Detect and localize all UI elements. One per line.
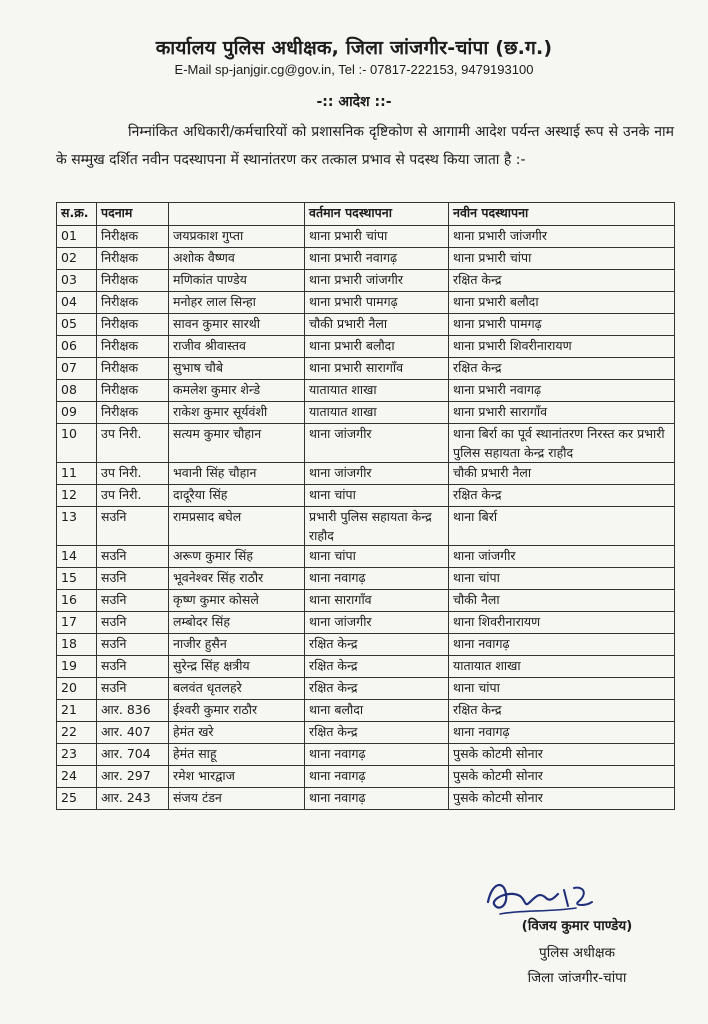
cell-current-posting: यातायात शाखा bbox=[305, 402, 449, 424]
cell-serial: 11 bbox=[57, 463, 97, 485]
cell-designation: सउनि bbox=[97, 568, 169, 590]
header-current-posting: वर्तमान पदस्थापना bbox=[305, 203, 449, 226]
cell-name: सुरेन्द्र सिंह क्षत्रीय bbox=[169, 656, 305, 678]
table-row bbox=[57, 568, 675, 590]
table-row bbox=[57, 766, 675, 788]
cell-serial: 08 bbox=[57, 380, 97, 402]
cell-new-posting: रक्षित केन्द्र bbox=[449, 270, 675, 292]
cell-current-posting: थाना जांजगीर bbox=[305, 424, 449, 463]
table-row bbox=[57, 463, 675, 485]
cell-designation: उप निरी. bbox=[97, 485, 169, 507]
cell-new-posting: थाना बिर्रा bbox=[449, 507, 675, 546]
cell-designation: निरीक्षक bbox=[97, 380, 169, 402]
cell-current-posting: थाना बलौदा bbox=[305, 700, 449, 722]
table-row bbox=[57, 634, 675, 656]
table-row bbox=[57, 292, 675, 314]
table-row bbox=[57, 546, 675, 568]
cell-serial: 03 bbox=[57, 270, 97, 292]
cell-designation: निरीक्षक bbox=[97, 358, 169, 380]
cell-current-posting: थाना प्रभारी बलौदा bbox=[305, 336, 449, 358]
cell-name: दादूरैया सिंह bbox=[169, 485, 305, 507]
transfer-table bbox=[56, 202, 675, 810]
table-row bbox=[57, 507, 675, 546]
cell-current-posting: थाना चांपा bbox=[305, 485, 449, 507]
cell-designation: सउनि bbox=[97, 507, 169, 546]
cell-current-posting: थाना प्रभारी नवागढ़ bbox=[305, 248, 449, 270]
cell-designation: आर. 243 bbox=[97, 788, 169, 810]
cell-current-posting: रक्षित केन्द्र bbox=[305, 656, 449, 678]
table-row bbox=[57, 678, 675, 700]
cell-new-posting: थाना नवागढ़ bbox=[449, 722, 675, 744]
cell-new-posting: थाना शिवरीनारायण bbox=[449, 612, 675, 634]
cell-name: जयप्रकाश गुप्ता bbox=[169, 226, 305, 248]
cell-name: लम्बोदर सिंह bbox=[169, 612, 305, 634]
cell-new-posting: थाना प्रभारी सारागाँव bbox=[449, 402, 675, 424]
table-row bbox=[57, 590, 675, 612]
cell-designation: निरीक्षक bbox=[97, 402, 169, 424]
cell-current-posting: रक्षित केन्द्र bbox=[305, 722, 449, 744]
cell-serial: 19 bbox=[57, 656, 97, 678]
cell-serial: 09 bbox=[57, 402, 97, 424]
cell-serial: 02 bbox=[57, 248, 97, 270]
cell-current-posting: थाना प्रभारी चांपा bbox=[305, 226, 449, 248]
cell-serial: 04 bbox=[57, 292, 97, 314]
cell-name: संजय टंडन bbox=[169, 788, 305, 810]
cell-designation: निरीक्षक bbox=[97, 270, 169, 292]
cell-current-posting: रक्षित केन्द्र bbox=[305, 678, 449, 700]
cell-serial: 25 bbox=[57, 788, 97, 810]
table-row bbox=[57, 612, 675, 634]
cell-serial: 07 bbox=[57, 358, 97, 380]
cell-name: मणिकांत पाण्डेय bbox=[169, 270, 305, 292]
cell-current-posting: थाना नवागढ़ bbox=[305, 788, 449, 810]
cell-designation: निरीक्षक bbox=[97, 292, 169, 314]
cell-designation: निरीक्षक bbox=[97, 314, 169, 336]
cell-new-posting: थाना प्रभारी बलौदा bbox=[449, 292, 675, 314]
cell-current-posting: थाना प्रभारी जांजगीर bbox=[305, 270, 449, 292]
contact-line: E-Mail sp-janjgir.cg@gov.in, Tel :- 07817-222153, 9479193100 bbox=[174, 62, 534, 77]
table-row bbox=[57, 248, 675, 270]
table-row bbox=[57, 314, 675, 336]
table-body bbox=[57, 226, 675, 810]
cell-new-posting: चौकी प्रभारी नैला bbox=[449, 463, 675, 485]
cell-name: अरूण कुमार सिंह bbox=[169, 546, 305, 568]
cell-new-posting: थाना बिर्रा का पूर्व स्थानांतरण निरस्त कर प्रभारी पुलिस सहायता केन्द्र राहौद bbox=[449, 424, 675, 463]
header-serial: स.क्र. bbox=[57, 203, 97, 226]
cell-current-posting: थाना चांपा bbox=[305, 546, 449, 568]
cell-serial: 06 bbox=[57, 336, 97, 358]
cell-serial: 21 bbox=[57, 700, 97, 722]
cell-name: बलवंत धृतलहरे bbox=[169, 678, 305, 700]
cell-current-posting: थाना जांजगीर bbox=[305, 463, 449, 485]
signatory-name: (विजय कुमार पाण्डेय) bbox=[521, 918, 633, 934]
signatory-designation: पुलिस अधीक्षक bbox=[539, 945, 615, 961]
cell-current-posting: थाना सारागाँव bbox=[305, 590, 449, 612]
cell-new-posting: थाना चांपा bbox=[449, 568, 675, 590]
cell-name: नाजीर हुसैन bbox=[169, 634, 305, 656]
table-row bbox=[57, 788, 675, 810]
cell-current-posting: थाना नवागढ़ bbox=[305, 766, 449, 788]
cell-designation: आर. 407 bbox=[97, 722, 169, 744]
cell-new-posting: थाना चांपा bbox=[449, 678, 675, 700]
cell-new-posting: थाना प्रभारी पामगढ़ bbox=[449, 314, 675, 336]
signatory-district: जिला जांजगीर-चांपा bbox=[527, 970, 627, 986]
cell-designation: सउनि bbox=[97, 678, 169, 700]
cell-name: राजीव श्रीवास्तव bbox=[169, 336, 305, 358]
table-row bbox=[57, 358, 675, 380]
cell-designation: निरीक्षक bbox=[97, 226, 169, 248]
cell-current-posting: यातायात शाखा bbox=[305, 380, 449, 402]
cell-name: सावन कुमार सारथी bbox=[169, 314, 305, 336]
signature-image bbox=[480, 872, 600, 922]
cell-serial: 14 bbox=[57, 546, 97, 568]
table-row bbox=[57, 424, 675, 463]
cell-serial: 13 bbox=[57, 507, 97, 546]
table-row bbox=[57, 700, 675, 722]
table-row bbox=[57, 270, 675, 292]
cell-serial: 01 bbox=[57, 226, 97, 248]
cell-serial: 17 bbox=[57, 612, 97, 634]
cell-new-posting: पुसके कोटमी सोनार bbox=[449, 744, 675, 766]
cell-new-posting: थाना प्रभारी शिवरीनारायण bbox=[449, 336, 675, 358]
cell-new-posting: यातायात शाखा bbox=[449, 656, 675, 678]
cell-designation: सउनि bbox=[97, 612, 169, 634]
table-row bbox=[57, 402, 675, 424]
cell-current-posting: थाना प्रभारी पामगढ़ bbox=[305, 292, 449, 314]
table-row bbox=[57, 226, 675, 248]
table-row bbox=[57, 656, 675, 678]
cell-serial: 15 bbox=[57, 568, 97, 590]
cell-name: सत्यम कुमार चौहान bbox=[169, 424, 305, 463]
cell-name: रामप्रसाद बघेल bbox=[169, 507, 305, 546]
cell-current-posting: थाना प्रभारी सारागाँव bbox=[305, 358, 449, 380]
cell-serial: 16 bbox=[57, 590, 97, 612]
cell-name: ईश्वरी कुमार राठौर bbox=[169, 700, 305, 722]
order-heading: -:: आदेश ::- bbox=[316, 94, 392, 110]
cell-serial: 10 bbox=[57, 424, 97, 463]
cell-serial: 22 bbox=[57, 722, 97, 744]
cell-new-posting: थाना नवागढ़ bbox=[449, 634, 675, 656]
cell-new-posting: थाना प्रभारी चांपा bbox=[449, 248, 675, 270]
cell-serial: 23 bbox=[57, 744, 97, 766]
cell-name: सुभाष चौबे bbox=[169, 358, 305, 380]
cell-new-posting: थाना जांजगीर bbox=[449, 546, 675, 568]
intro-paragraph: निम्नांकित अधिकारी/कर्मचारियों को प्रशासनिक दृष्टिकोण से आगामी आदेश पर्यन्त अस्थाई रूप से उनके नाम के सम्मुख दर्शित नवीन पदस्थापना में स्थानांतरण कर तत्काल प्रभाव से पदस्थ किया जाता है :- bbox=[56, 124, 674, 168]
cell-designation: आर. 297 bbox=[97, 766, 169, 788]
header-new-posting: नवीन पदस्थापना bbox=[449, 203, 675, 226]
cell-name: भवानी सिंह चौहान bbox=[169, 463, 305, 485]
cell-designation: सउनि bbox=[97, 590, 169, 612]
cell-new-posting: रक्षित केन्द्र bbox=[449, 485, 675, 507]
table-row bbox=[57, 722, 675, 744]
table-row bbox=[57, 336, 675, 358]
cell-new-posting: रक्षित केन्द्र bbox=[449, 700, 675, 722]
cell-current-posting: चौकी प्रभारी नैला bbox=[305, 314, 449, 336]
table-row bbox=[57, 744, 675, 766]
header-designation: पदनाम bbox=[97, 203, 169, 226]
cell-current-posting: थाना नवागढ़ bbox=[305, 744, 449, 766]
cell-name: कमलेश कुमार शेन्डे bbox=[169, 380, 305, 402]
cell-new-posting: चौकी नैला bbox=[449, 590, 675, 612]
cell-name: मनोहर लाल सिन्हा bbox=[169, 292, 305, 314]
cell-name: अशोक वैष्णव bbox=[169, 248, 305, 270]
cell-current-posting: थाना जांजगीर bbox=[305, 612, 449, 634]
cell-new-posting: पुसके कोटमी सोनार bbox=[449, 788, 675, 810]
header-name bbox=[169, 203, 305, 226]
cell-name: भूवनेश्वर सिंह राठौर bbox=[169, 568, 305, 590]
table-row bbox=[57, 380, 675, 402]
cell-serial: 12 bbox=[57, 485, 97, 507]
cell-designation: आर. 836 bbox=[97, 700, 169, 722]
cell-designation: उप निरी. bbox=[97, 424, 169, 463]
table-header-row bbox=[57, 203, 675, 226]
cell-current-posting: रक्षित केन्द्र bbox=[305, 634, 449, 656]
cell-name: हेमंत खरे bbox=[169, 722, 305, 744]
cell-designation: सउनि bbox=[97, 634, 169, 656]
cell-new-posting: थाना प्रभारी जांजगीर bbox=[449, 226, 675, 248]
cell-name: राकेश कुमार सूर्यवंशी bbox=[169, 402, 305, 424]
table-row bbox=[57, 485, 675, 507]
cell-new-posting: पुसके कोटमी सोनार bbox=[449, 766, 675, 788]
cell-designation: सउनि bbox=[97, 656, 169, 678]
cell-serial: 24 bbox=[57, 766, 97, 788]
cell-name: हेमंत साहू bbox=[169, 744, 305, 766]
office-title: कार्यालय पुलिस अधीक्षक, जिला जांजगीर-चांपा (छ.ग.) bbox=[155, 37, 553, 59]
cell-serial: 05 bbox=[57, 314, 97, 336]
cell-designation: सउनि bbox=[97, 546, 169, 568]
cell-new-posting: थाना प्रभारी नवागढ़ bbox=[449, 380, 675, 402]
cell-new-posting: रक्षित केन्द्र bbox=[449, 358, 675, 380]
cell-designation: उप निरी. bbox=[97, 463, 169, 485]
cell-designation: निरीक्षक bbox=[97, 336, 169, 358]
cell-serial: 18 bbox=[57, 634, 97, 656]
cell-serial: 20 bbox=[57, 678, 97, 700]
cell-name: कृष्ण कुमार कोसले bbox=[169, 590, 305, 612]
cell-designation: आर. 704 bbox=[97, 744, 169, 766]
cell-name: रमेश भारद्वाज bbox=[169, 766, 305, 788]
cell-designation: निरीक्षक bbox=[97, 248, 169, 270]
cell-current-posting: प्रभारी पुलिस सहायता केन्द्र राहौद bbox=[305, 507, 449, 546]
cell-current-posting: थाना नवागढ़ bbox=[305, 568, 449, 590]
